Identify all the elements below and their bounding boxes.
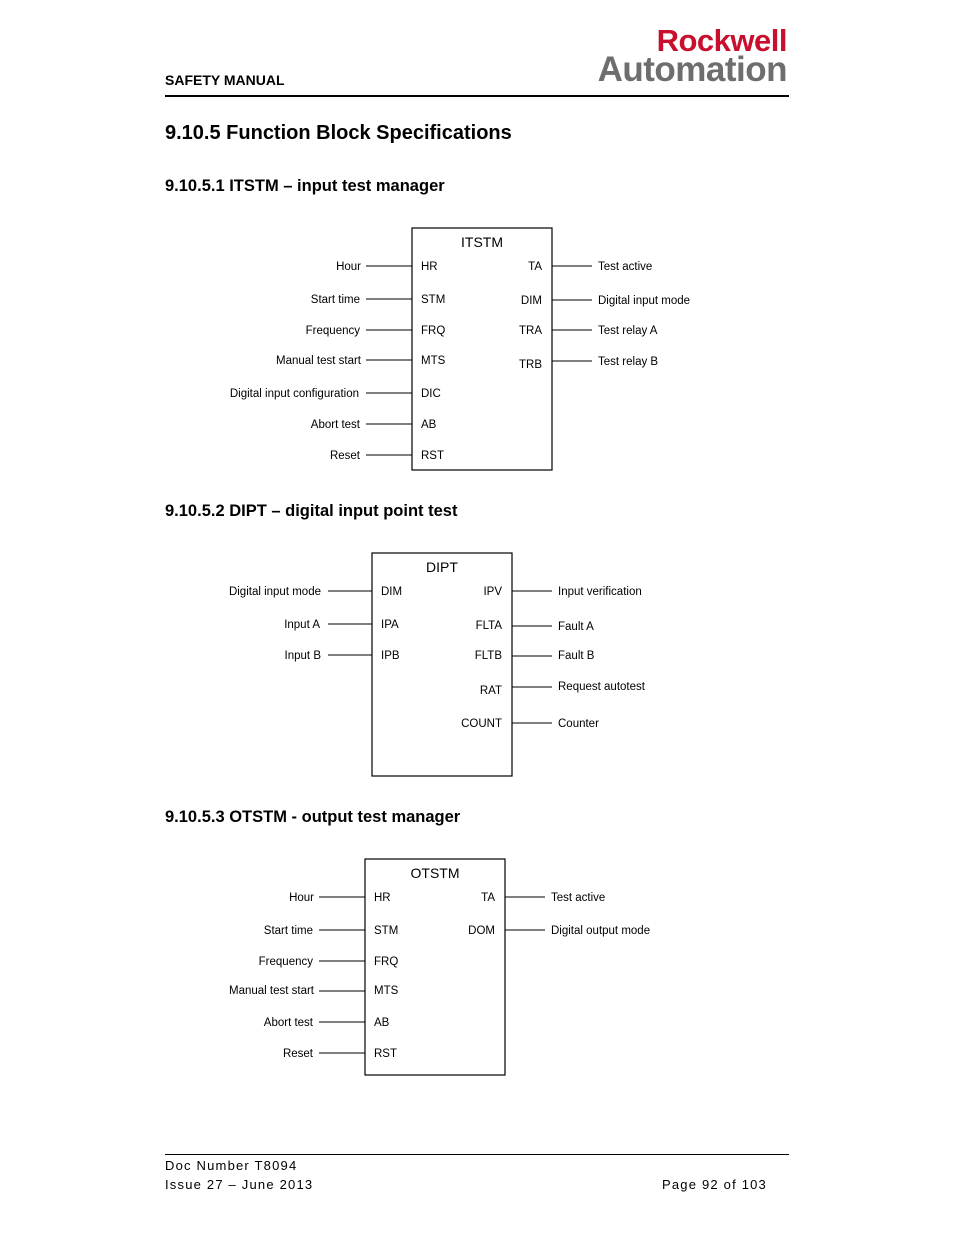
input-pin: AB <box>421 419 437 431</box>
footer-issue: Issue 27 – June 2013 <box>165 1177 314 1192</box>
input-label: Reset <box>329 450 360 462</box>
output-pin: TRB <box>519 359 542 371</box>
input-label: Reset <box>282 1048 313 1060</box>
input-label: Digital input configuration <box>229 388 359 400</box>
output-label: Test active <box>551 892 606 904</box>
subsection-heading-otstm: 9.10.5.3 OTSTM - output test manager <box>165 808 461 826</box>
dipt-block-title: DIPT <box>426 559 458 575</box>
input-pin: HR <box>421 261 438 273</box>
logo-line-2: Automation <box>597 50 787 89</box>
output-label: Digital output mode <box>551 925 651 937</box>
output-pin: COUNT <box>461 718 502 730</box>
input-label: Hour <box>289 892 314 904</box>
input-label: Manual test start <box>228 985 314 997</box>
input-pin: STM <box>421 294 446 306</box>
logo-line-1: Rockwell <box>656 23 787 58</box>
input-label: Abort test <box>310 419 360 431</box>
output-label: Test relay A <box>598 325 658 337</box>
otstm-block-title: OTSTM <box>410 865 460 881</box>
output-pin: TA <box>481 892 495 904</box>
output-label: Digital input mode <box>598 295 691 307</box>
input-label: Start time <box>310 294 360 306</box>
input-label: Start time <box>263 925 313 937</box>
otstm-function-block-diagram <box>0 851 954 1083</box>
output-label: Test active <box>598 261 653 273</box>
output-pin: DOM <box>468 925 495 937</box>
input-pin: MTS <box>421 355 446 367</box>
input-label: Frequency <box>305 325 360 337</box>
input-pin: STM <box>374 925 399 937</box>
output-pin: RAT <box>479 685 502 697</box>
dipt-function-block-diagram <box>0 545 954 785</box>
output-label: Input verification <box>558 586 642 598</box>
input-pin: IPA <box>381 619 399 631</box>
input-pin: AB <box>374 1017 390 1029</box>
output-pin: FLTB <box>474 650 502 662</box>
output-label: Request autotest <box>558 681 645 693</box>
output-label: Fault B <box>558 650 595 662</box>
input-pin: DIM <box>381 586 403 598</box>
input-pin: MTS <box>374 985 399 997</box>
input-pin: RST <box>421 450 444 462</box>
subsection-heading-dipt: 9.10.5.2 DIPT – digital input point test <box>165 502 458 520</box>
output-pin: IPV <box>483 586 502 598</box>
output-pin: TRA <box>519 325 542 337</box>
input-pin: RST <box>374 1048 397 1060</box>
input-label: Hour <box>336 261 361 273</box>
input-label: Abort test <box>263 1017 313 1029</box>
subsection-heading-itstm: 9.10.5.1 ITSTM – input test manager <box>165 177 445 195</box>
input-label: Digital input mode <box>228 586 321 598</box>
itstm-block-title: ITSTM <box>461 234 503 250</box>
footer-page-number: Page 92 of 103 <box>662 1177 767 1192</box>
itstm-function-block-diagram <box>0 220 954 480</box>
section-title: 9.10.5 Function Block Specifications <box>165 122 512 144</box>
output-label: Counter <box>558 718 599 730</box>
header-divider <box>165 95 789 97</box>
input-pin: HR <box>374 892 391 904</box>
footer-doc-number: Doc Number T8094 <box>165 1158 298 1173</box>
input-pin: DIC <box>421 388 441 400</box>
input-pin: IPB <box>381 650 400 662</box>
input-pin: FRQ <box>421 325 446 337</box>
footer-divider <box>165 1154 789 1155</box>
input-label: Input B <box>284 650 321 662</box>
output-pin: TA <box>528 261 542 273</box>
input-label: Frequency <box>258 956 313 968</box>
document-header-label: SAFETY MANUAL <box>165 72 285 88</box>
output-pin: DIM <box>520 295 542 307</box>
output-label: Fault A <box>558 621 594 633</box>
input-label: Manual test start <box>275 355 361 367</box>
input-label: Input A <box>284 619 320 631</box>
output-label: Test relay B <box>598 356 659 368</box>
input-pin: FRQ <box>374 956 399 968</box>
rockwell-automation-logo <box>553 24 789 88</box>
output-pin: FLTA <box>475 620 502 632</box>
